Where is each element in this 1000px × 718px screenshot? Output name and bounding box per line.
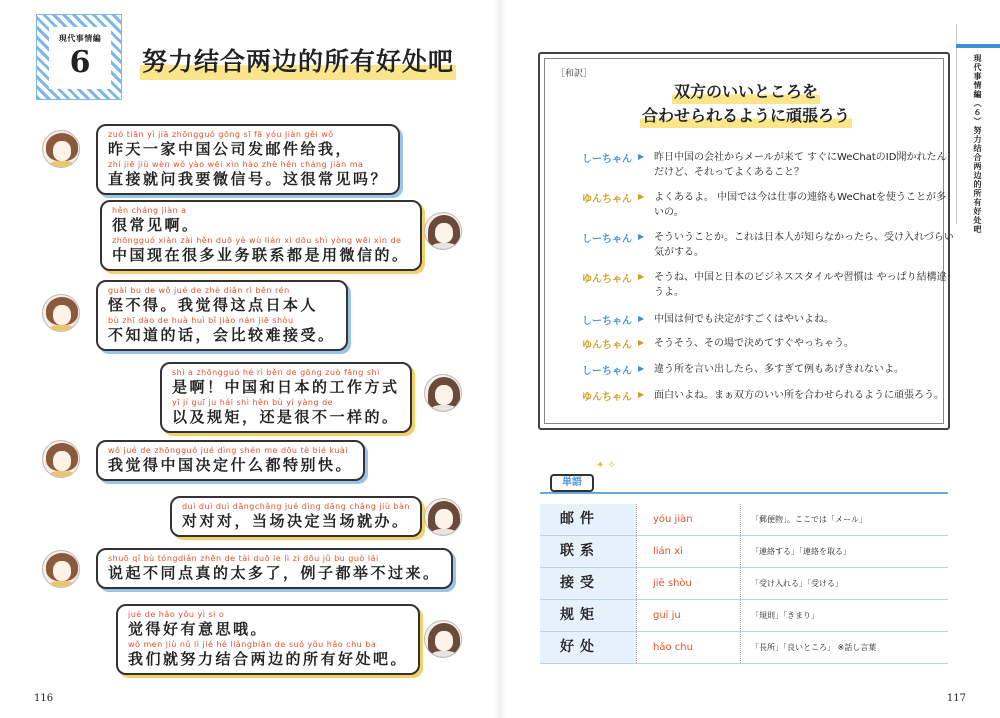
translation-title-line2: 合わせられるように頑張ろう — [640, 104, 852, 128]
pinyin-line: wǒ men jiù nǔ lì jié hé liǎngbiān de suǒ yǒu hǎo chu ba — [128, 640, 377, 649]
pinyin-line: zuó tiān yì jiā zhōngguó gōng sī fā yóu jiàn gěi wǒ — [108, 130, 334, 139]
vocab-meaning: 「連絡する」「連絡を取る」 — [740, 536, 948, 567]
side-tab-text: 現代事情編（６）努力结合两边的所有好处吧 — [973, 54, 982, 234]
triangle-arrow-icon: ▶ — [638, 232, 645, 241]
vocab-word: 接受 — [540, 568, 636, 599]
speech-bubble — [96, 440, 365, 481]
translation-text: 違う所を言い出したら、多すぎて例もあげきれないよ。 — [654, 364, 904, 375]
vocab-word: 联系 — [540, 536, 636, 567]
translation-text: そうね、中国と日本のビジネススタイルや習慣は やっぱり結構違うよ。 — [654, 272, 947, 298]
translation-tag: ［和訳］ — [556, 69, 593, 79]
triangle-arrow-icon: ▶ — [638, 338, 645, 347]
chinese-line: 直接就问我要微信号。这很常见吗？ — [108, 170, 389, 188]
avatar-yun — [424, 212, 462, 250]
vocab-meaning: 「受け入れる」「受ける」 — [740, 568, 948, 599]
vocab-tag: 単語 — [550, 474, 594, 492]
speech-bubble — [170, 496, 422, 537]
triangle-arrow-icon: ▶ — [638, 192, 645, 201]
pinyin-line: hěn cháng jiàn a — [112, 206, 187, 215]
side-tab-accent-bar — [956, 44, 1000, 48]
avatar-shi — [42, 550, 80, 588]
pinyin-line: wǒ jué de zhōngguó jué dìng shén me dōu tè bié kuài — [108, 446, 348, 455]
speaker-name: しーちゃん — [582, 366, 632, 377]
vocab-pinyin: yóu jiàn — [636, 504, 740, 535]
speech-bubble — [116, 604, 420, 675]
translation-text: そうそう、その場で決めてすぐやっちゃう。 — [654, 338, 854, 349]
triangle-arrow-icon: ▶ — [638, 152, 645, 161]
chinese-line: 是啊！中国和日本的工作方式 — [172, 378, 400, 396]
translation-text: よくあるよ。 中国では今は仕事の連絡もWeChatを使うことが多いの。 — [654, 192, 947, 218]
chinese-line: 觉得好有意思哦。 — [128, 620, 269, 638]
speaker-name: しーちゃん — [582, 234, 632, 245]
chinese-line: 对对对，当场决定当场就办。 — [182, 512, 410, 530]
vocab-pinyin: jiē shòu — [636, 568, 740, 599]
vocab-meaning: 「長所」「良いところ」 ※話し言葉 — [740, 632, 948, 663]
badge-label: 現代事情編 — [58, 34, 102, 43]
translation-text: 中国は何でも決定がすごくはやいよね。 — [654, 314, 834, 325]
pinyin-line: zhōngguó xiàn zài hěn duō yè wù lián xì dōu shì yòng wēi xìn de — [112, 236, 402, 245]
lesson-title: 努力结合两边的所有好处吧 — [140, 42, 456, 80]
translation-box — [538, 52, 954, 430]
translation-title-line1: 双方のいいところを — [672, 80, 820, 104]
pinyin-line: jué de hǎo yǒu yì si o — [128, 610, 225, 619]
translation-text: 昨日中国の会社からメールが来て すぐにWeChatのID聞かれたんだけど、それってよくあること？ — [654, 152, 947, 178]
speaker-name: ゆんちゃん — [582, 274, 632, 285]
speaker-name: しーちゃん — [582, 316, 632, 327]
pinyin-line: yǐ jí guī ju hái shì hěn bù yí yàng de — [172, 398, 334, 407]
vocab-row — [540, 568, 948, 600]
vocab-row — [540, 632, 948, 664]
speaker-name: しーちゃん — [582, 154, 632, 165]
chinese-line: 我们就努力结合两边的所有好处吧。 — [128, 650, 409, 668]
avatar-yun — [424, 374, 462, 412]
vocab-meaning: 「規則」「きまり」 — [740, 600, 948, 631]
page-number-right: 117 — [946, 693, 966, 704]
chinese-line: 怪不得。我觉得这点日本人 — [108, 296, 319, 314]
vocab-row — [540, 536, 948, 568]
speech-bubble — [96, 548, 453, 589]
vocab-row — [540, 504, 948, 536]
speaker-name: ゆんちゃん — [582, 392, 632, 403]
translation-title — [540, 80, 952, 128]
vocab-row — [540, 600, 948, 632]
chinese-line: 以及规矩，还是很不一样的。 — [172, 408, 400, 426]
sparkle-icon: ✦ ✧ — [596, 460, 616, 471]
avatar-shi — [42, 440, 80, 478]
vocab-pinyin: hǎo chu — [636, 632, 740, 663]
vocab-table-top-rule — [540, 492, 948, 494]
speech-bubble — [100, 200, 422, 271]
pinyin-line: zhí jiē jiù wèn wǒ yào wēi xìn hào zhè hěn cháng jiàn ma — [108, 160, 364, 169]
lesson-badge — [36, 14, 122, 100]
chinese-line: 说起不同点真的太多了，例子都举不过来。 — [108, 564, 441, 582]
chinese-line: 我觉得中国决定什么都特别快。 — [108, 456, 354, 474]
speech-bubble — [96, 280, 348, 351]
lesson-number: 6 — [69, 45, 91, 80]
avatar-yun — [424, 498, 462, 536]
vocab-word: 好处 — [540, 632, 636, 663]
chinese-line: 不知道的话，会比较难接受。 — [108, 326, 336, 344]
avatar-shi — [42, 130, 80, 168]
chinese-line: 昨天一家中国公司发邮件给我， — [108, 140, 354, 158]
pinyin-line: duì duì duì dāngchǎng jué dìng dāng chǎng jiù bàn — [182, 502, 411, 511]
vocab-word: 规矩 — [540, 600, 636, 631]
translation-text: 面白いよね。まぁ双方のいい所を合わせられるように頑張ろう。 — [654, 390, 944, 401]
speech-bubble — [96, 124, 400, 195]
speech-bubble — [160, 362, 412, 433]
triangle-arrow-icon: ▶ — [638, 272, 645, 281]
triangle-arrow-icon: ▶ — [638, 364, 645, 373]
chinese-line: 很常见啊。 — [112, 216, 200, 234]
pinyin-line: shì a zhōngguó hé rì běn de gōng zuò fāng shì — [172, 368, 380, 377]
translation-text: そういうことか。これは日本人が知らなかったら、受け入れづらい気がする。 — [654, 232, 954, 258]
page-number-left: 116 — [34, 693, 54, 704]
speaker-name: ゆんちゃん — [582, 194, 632, 205]
chinese-line: 中国现在很多业务联系都是用微信的。 — [112, 246, 410, 264]
triangle-arrow-icon: ▶ — [638, 314, 645, 323]
pinyin-line: shuō qǐ bù tóngdiǎn zhēn de tài duō le lì zi dōu jǔ bu guò lái — [108, 554, 379, 563]
vocab-word: 邮件 — [540, 504, 636, 535]
right-page — [500, 0, 1000, 718]
vocab-pinyin: guī ju — [636, 600, 740, 631]
pinyin-line: guài bu de wǒ jué de zhè diǎn rì běn rén — [108, 286, 290, 295]
chapter-side-tab — [956, 24, 1000, 234]
speaker-name: ゆんちゃん — [582, 340, 632, 351]
triangle-arrow-icon: ▶ — [638, 390, 645, 399]
pinyin-line: bù zhī dào de huà huì bǐ jiào nán jiē shòu — [108, 316, 294, 325]
vocab-pinyin: lián xì — [636, 536, 740, 567]
avatar-yun — [424, 620, 462, 658]
avatar-shi — [42, 294, 80, 332]
vocab-meaning: 「郵便物」。ここでは「メール」 — [740, 504, 948, 535]
